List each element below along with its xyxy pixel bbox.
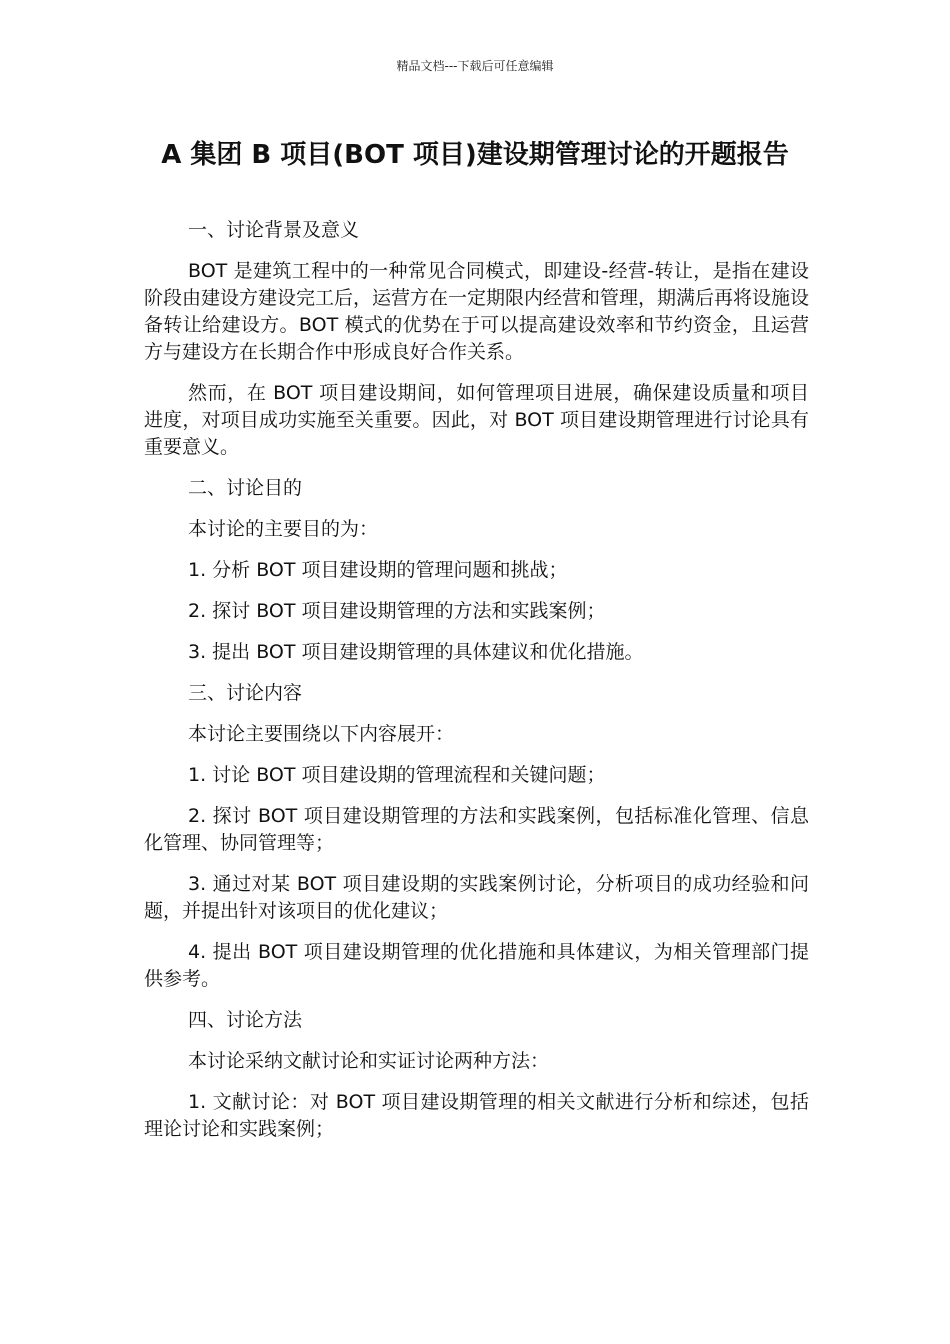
- list-item: 1. 文献讨论：对 BOT 项目建设期管理的相关文献进行分析和综述，包括理论讨论和实践案例；: [144, 1091, 809, 1140]
- page-header: 精品文档---下载后可任意编辑: [396, 59, 554, 73]
- paragraph-method-intro: 本讨论采纳文献讨论和实证讨论两种方法：: [188, 1050, 550, 1072]
- section-heading-purpose: 二、讨论目的: [188, 477, 303, 499]
- paragraph-significance: 然而，在 BOT 项目建设期间，如何管理项目进展，确保建设质量和项目进度，对项目成功实施至关重要。因此，对 BOT 项目建设期管理进行讨论具有重要意义。: [144, 382, 809, 458]
- section-heading-method: 四、讨论方法: [188, 1009, 303, 1031]
- list-item: 2. 探讨 BOT 项目建设期管理的方法和实践案例，包括标准化管理、信息化管理、协同管理等；: [144, 805, 809, 854]
- section-heading-background: 一、讨论背景及意义: [188, 219, 360, 241]
- section-heading-content: 三、讨论内容: [188, 682, 303, 704]
- paragraph-content-intro: 本讨论主要围绕以下内容展开：: [188, 723, 455, 745]
- document-title: A 集团 B 项目(BOT 项目)建设期管理讨论的开题报告: [161, 140, 789, 170]
- list-item: 1. 分析 BOT 项目建设期的管理问题和挑战；: [188, 559, 568, 581]
- paragraph-purpose-intro: 本讨论的主要目的为：: [188, 518, 379, 540]
- list-item: 3. 提出 BOT 项目建设期管理的具体建议和优化措施。: [188, 641, 644, 663]
- document-body: [144, 217, 809, 1157]
- list-item: 2. 探讨 BOT 项目建设期管理的方法和实践案例；: [188, 600, 606, 622]
- list-item: 1. 讨论 BOT 项目建设期的管理流程和关键问题；: [188, 764, 606, 786]
- list-item: 3. 通过对某 BOT 项目建设期的实践案例讨论，分析项目的成功经验和问题，并提出针对该项目的优化建议；: [144, 873, 809, 922]
- list-item: 4. 提出 BOT 项目建设期管理的优化措施和具体建议，为相关管理部门提供参考。: [144, 941, 809, 990]
- paragraph-bot-definition: BOT 是建筑工程中的一种常见合同模式，即建设-经营-转让，是指在建设阶段由建设方建设完工后，运营方在一定期限内经营和管理，期满后再将设施设备转让给建设方。BOT 模式的优势在于可以提高建设效率和节约资金，且运营方与建设方在长期合作中形成良好合作关系。: [144, 260, 810, 363]
